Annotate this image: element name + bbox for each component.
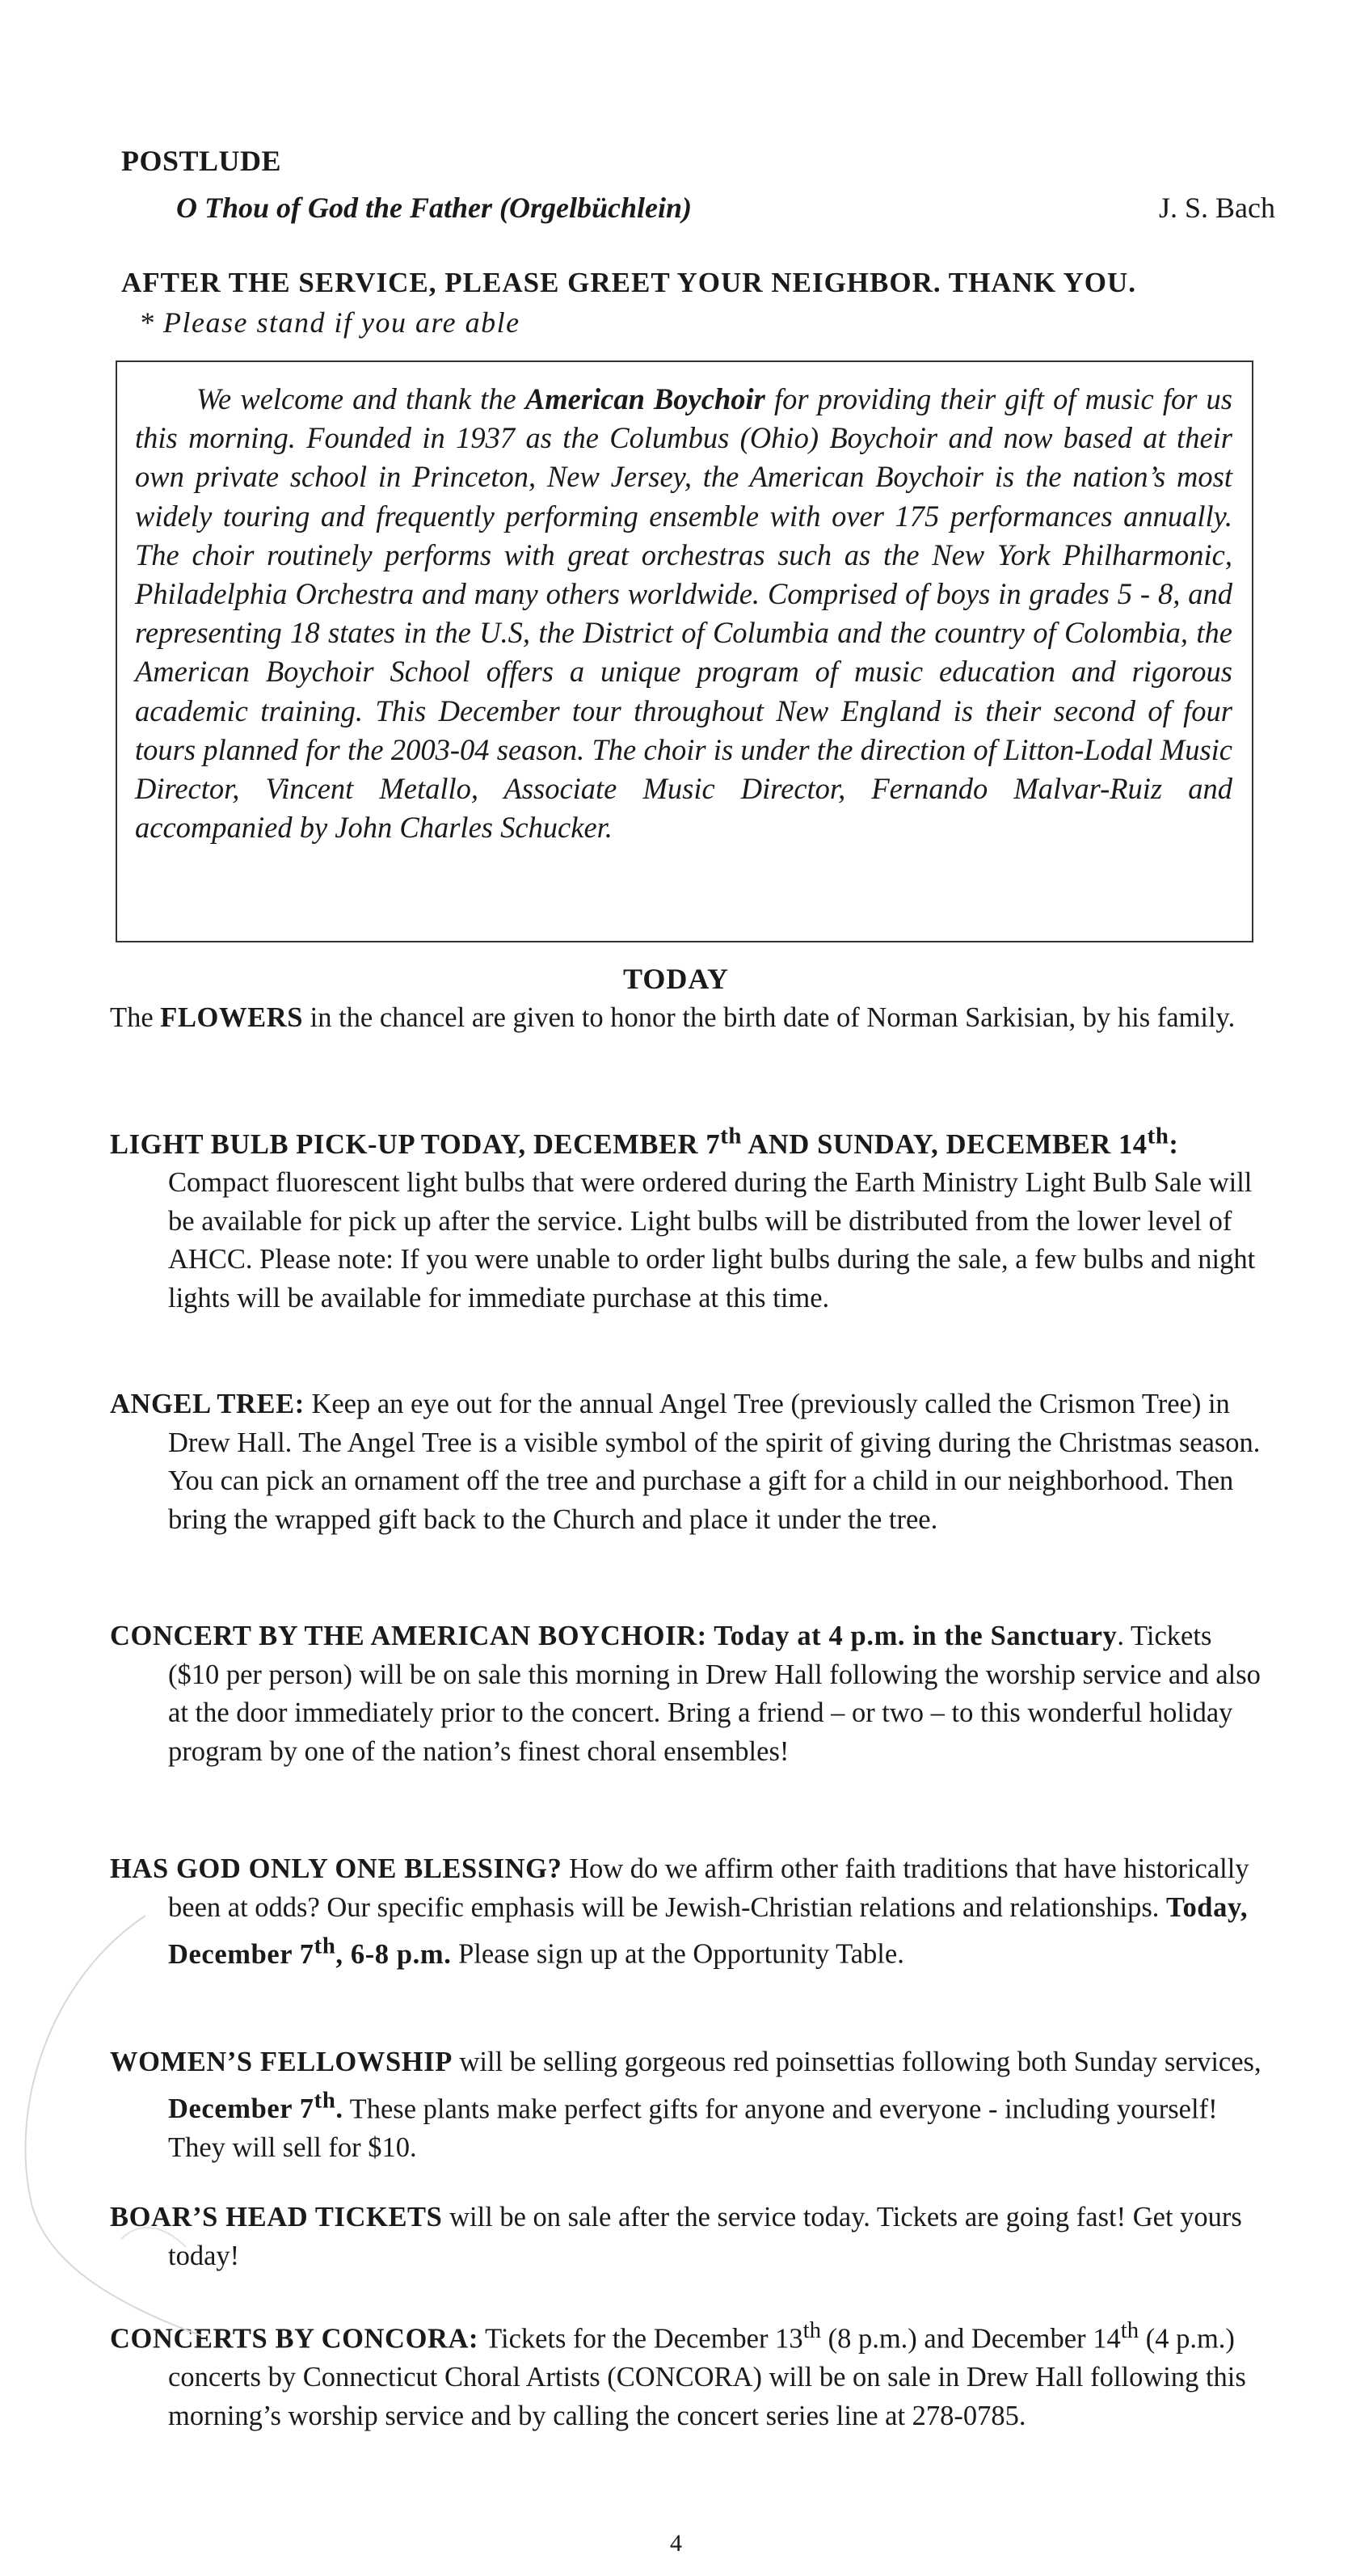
light-bulb-text: Compact fluorescent light bulbs that were ordered during the Earth Ministry Light Bulb Sale will be available for pick up after the service. Light bulbs will be distributed from the lower level of AHCC. Please note: If you were unable to order light bulbs during the sale, a few bulbs and night lights will be available for immediate purchase at this time.: [168, 1167, 1256, 1313]
womens-text2: These plants make perfect gifts for anyone and everyone - including yourself! They will sell for $10.: [168, 2093, 1218, 2163]
announcement-concert: [110, 1617, 1266, 1771]
blessing-date-day: Today, December 7: [168, 1891, 1249, 1970]
postlude-title: O Thou of God the Father (Orgelbüchlein): [176, 192, 693, 224]
announcement-angel-tree: [110, 1385, 1266, 1539]
blessing-date-time: , 6-8 p.m.: [335, 1938, 452, 1970]
concert-text: . Tickets ($10 per person) will be on sale this morning in Drew Hall following the worship service and also at the door immediately prior to the concert. Bring a friend – or two – to this wonderful holiday program by one of the nation’s finest choral ensembles!: [168, 1621, 1261, 1767]
flowers-heading: FLOWERS: [160, 1002, 303, 1033]
postlude-line: [176, 191, 1275, 225]
after-service-notice: AFTER THE SERVICE, PLEASE GREET YOUR NEIGHBOR. THANK YOU.: [121, 267, 1137, 298]
announcement-blessing: [110, 1850, 1266, 1974]
stand-note: * Please stand if you are able: [139, 306, 520, 339]
womens-text1: will be selling gorgeous red poinsettias following both Sunday services,: [452, 2047, 1261, 2077]
concora-text3: (4 p.m.) concerts by Connecticut Choral Artists (CONCORA) will be on sale in Drew Hall following this morning’s worship service and by calling the concert series line at 278-0785.: [168, 2323, 1246, 2431]
concora-sup1: th: [802, 2317, 821, 2343]
blessing-text2: Please sign up at the Opportunity Table.: [451, 1938, 904, 1970]
blessing-heading: HAS GOD ONLY ONE BLESSING?: [110, 1853, 562, 1884]
light-bulb-heading-part2: AND SUNDAY, DECEMBER 14: [742, 1128, 1148, 1160]
boars-head-heading: BOAR’S HEAD TICKETS: [110, 2202, 443, 2232]
angel-tree-text: Keep an eye out for the annual Angel Tree (previously called the Crismon Tree) in Drew Hall. The Angel Tree is a visible symbol of the spirit of giving during the Christmas season. You can pick an ornament off the tree and purchase a gift for a child in our neighborhood. Then bring the wrapped gift back to the Church and place it under the tree.: [168, 1389, 1261, 1535]
womens-date-sup: th: [314, 2087, 336, 2114]
announcement-light-bulb: [110, 1117, 1266, 1318]
postlude-heading: POSTLUDE: [121, 145, 282, 177]
announcement-boars-head: [110, 2199, 1266, 2275]
welcome-lead: We welcome and thank the: [196, 382, 525, 415]
womens-date-day: December 7: [168, 2093, 314, 2124]
pencil-scribble-mark: [0, 1899, 210, 2352]
womens-heading: WOMEN’S FELLOWSHIP: [110, 2047, 453, 2077]
welcome-choir-name: American Boychoir: [524, 382, 765, 415]
concora-sup2: th: [1120, 2317, 1139, 2343]
flowers-pre: The: [110, 1002, 161, 1033]
boychoir-welcome-box: [116, 360, 1253, 942]
announcement-concora: [110, 2312, 1266, 2435]
postlude-composer: J. S. Bach: [1159, 192, 1275, 224]
concora-text1: Tickets for the December 13: [478, 2323, 803, 2355]
today-heading: TODAY: [622, 963, 730, 995]
blessing-date-sup: th: [314, 1933, 336, 1958]
light-bulb-sup1: th: [720, 1123, 742, 1149]
angel-tree-heading: ANGEL TREE:: [110, 1389, 305, 1419]
light-bulb-heading: [110, 1123, 1179, 1160]
announcement-womens-fellowship: [110, 2043, 1266, 2167]
concert-heading: CONCERT BY THE AMERICAN BOYCHOIR: Today at 4 p.m. in the Sanctuary: [110, 1621, 1118, 1651]
womens-date-period: .: [335, 2093, 343, 2124]
blessing-text1: How do we affirm other faith traditions that have historically been at odds? Our specific emphasis will be Jewish-Christian relations and relationships.: [168, 1853, 1249, 1923]
flowers-text: in the chancel are given to honor the birth date of Norman Sarkisian, by his family.: [303, 1002, 1236, 1033]
boars-head-text: will be on sale after the service today. Tickets are going fast! Get yours today!: [168, 2202, 1242, 2271]
light-bulb-heading-part3: :: [1169, 1128, 1179, 1160]
light-bulb-heading-part1: LIGHT BULB PICK-UP TODAY, DECEMBER 7: [110, 1128, 721, 1160]
page-number: 4: [670, 2530, 682, 2557]
concora-heading: CONCERTS BY CONCORA:: [110, 2323, 479, 2355]
welcome-paragraph: [135, 380, 1232, 847]
welcome-text: for providing their gift of music for us this morning. Founded in 1937 as the Columbus (Ohio) Boychoir and now based at their own private school in Princeton, New Jersey, the American Boychoir is the nation’s most widely touring and frequently performing ensemble with over 175 performances annually. The choir routinely performs with great orchestras such as the New York Philharmonic, Philadelphia Orchestra and many others worldwide. Comprised of boys in grades 5 - 8, and representing 18 states in the U.S, the District of Columbia and the country of Colombia, the American Boychoir School offers a unique program of music education and rigorous academic training. This December tour throughout New England is their second of four tours planned for the 2003-04 season. The choir is under the direction of Litton-Lodal Music Director, Vincent Metallo, Associate Music Director, Fernando Malvar-Ruiz and accompanied by John Charles Schucker.: [135, 382, 1232, 845]
light-bulb-sup2: th: [1147, 1123, 1169, 1149]
announcement-flowers: [110, 999, 1266, 1038]
concora-text2: (8 p.m.) and December 14: [820, 2323, 1121, 2355]
